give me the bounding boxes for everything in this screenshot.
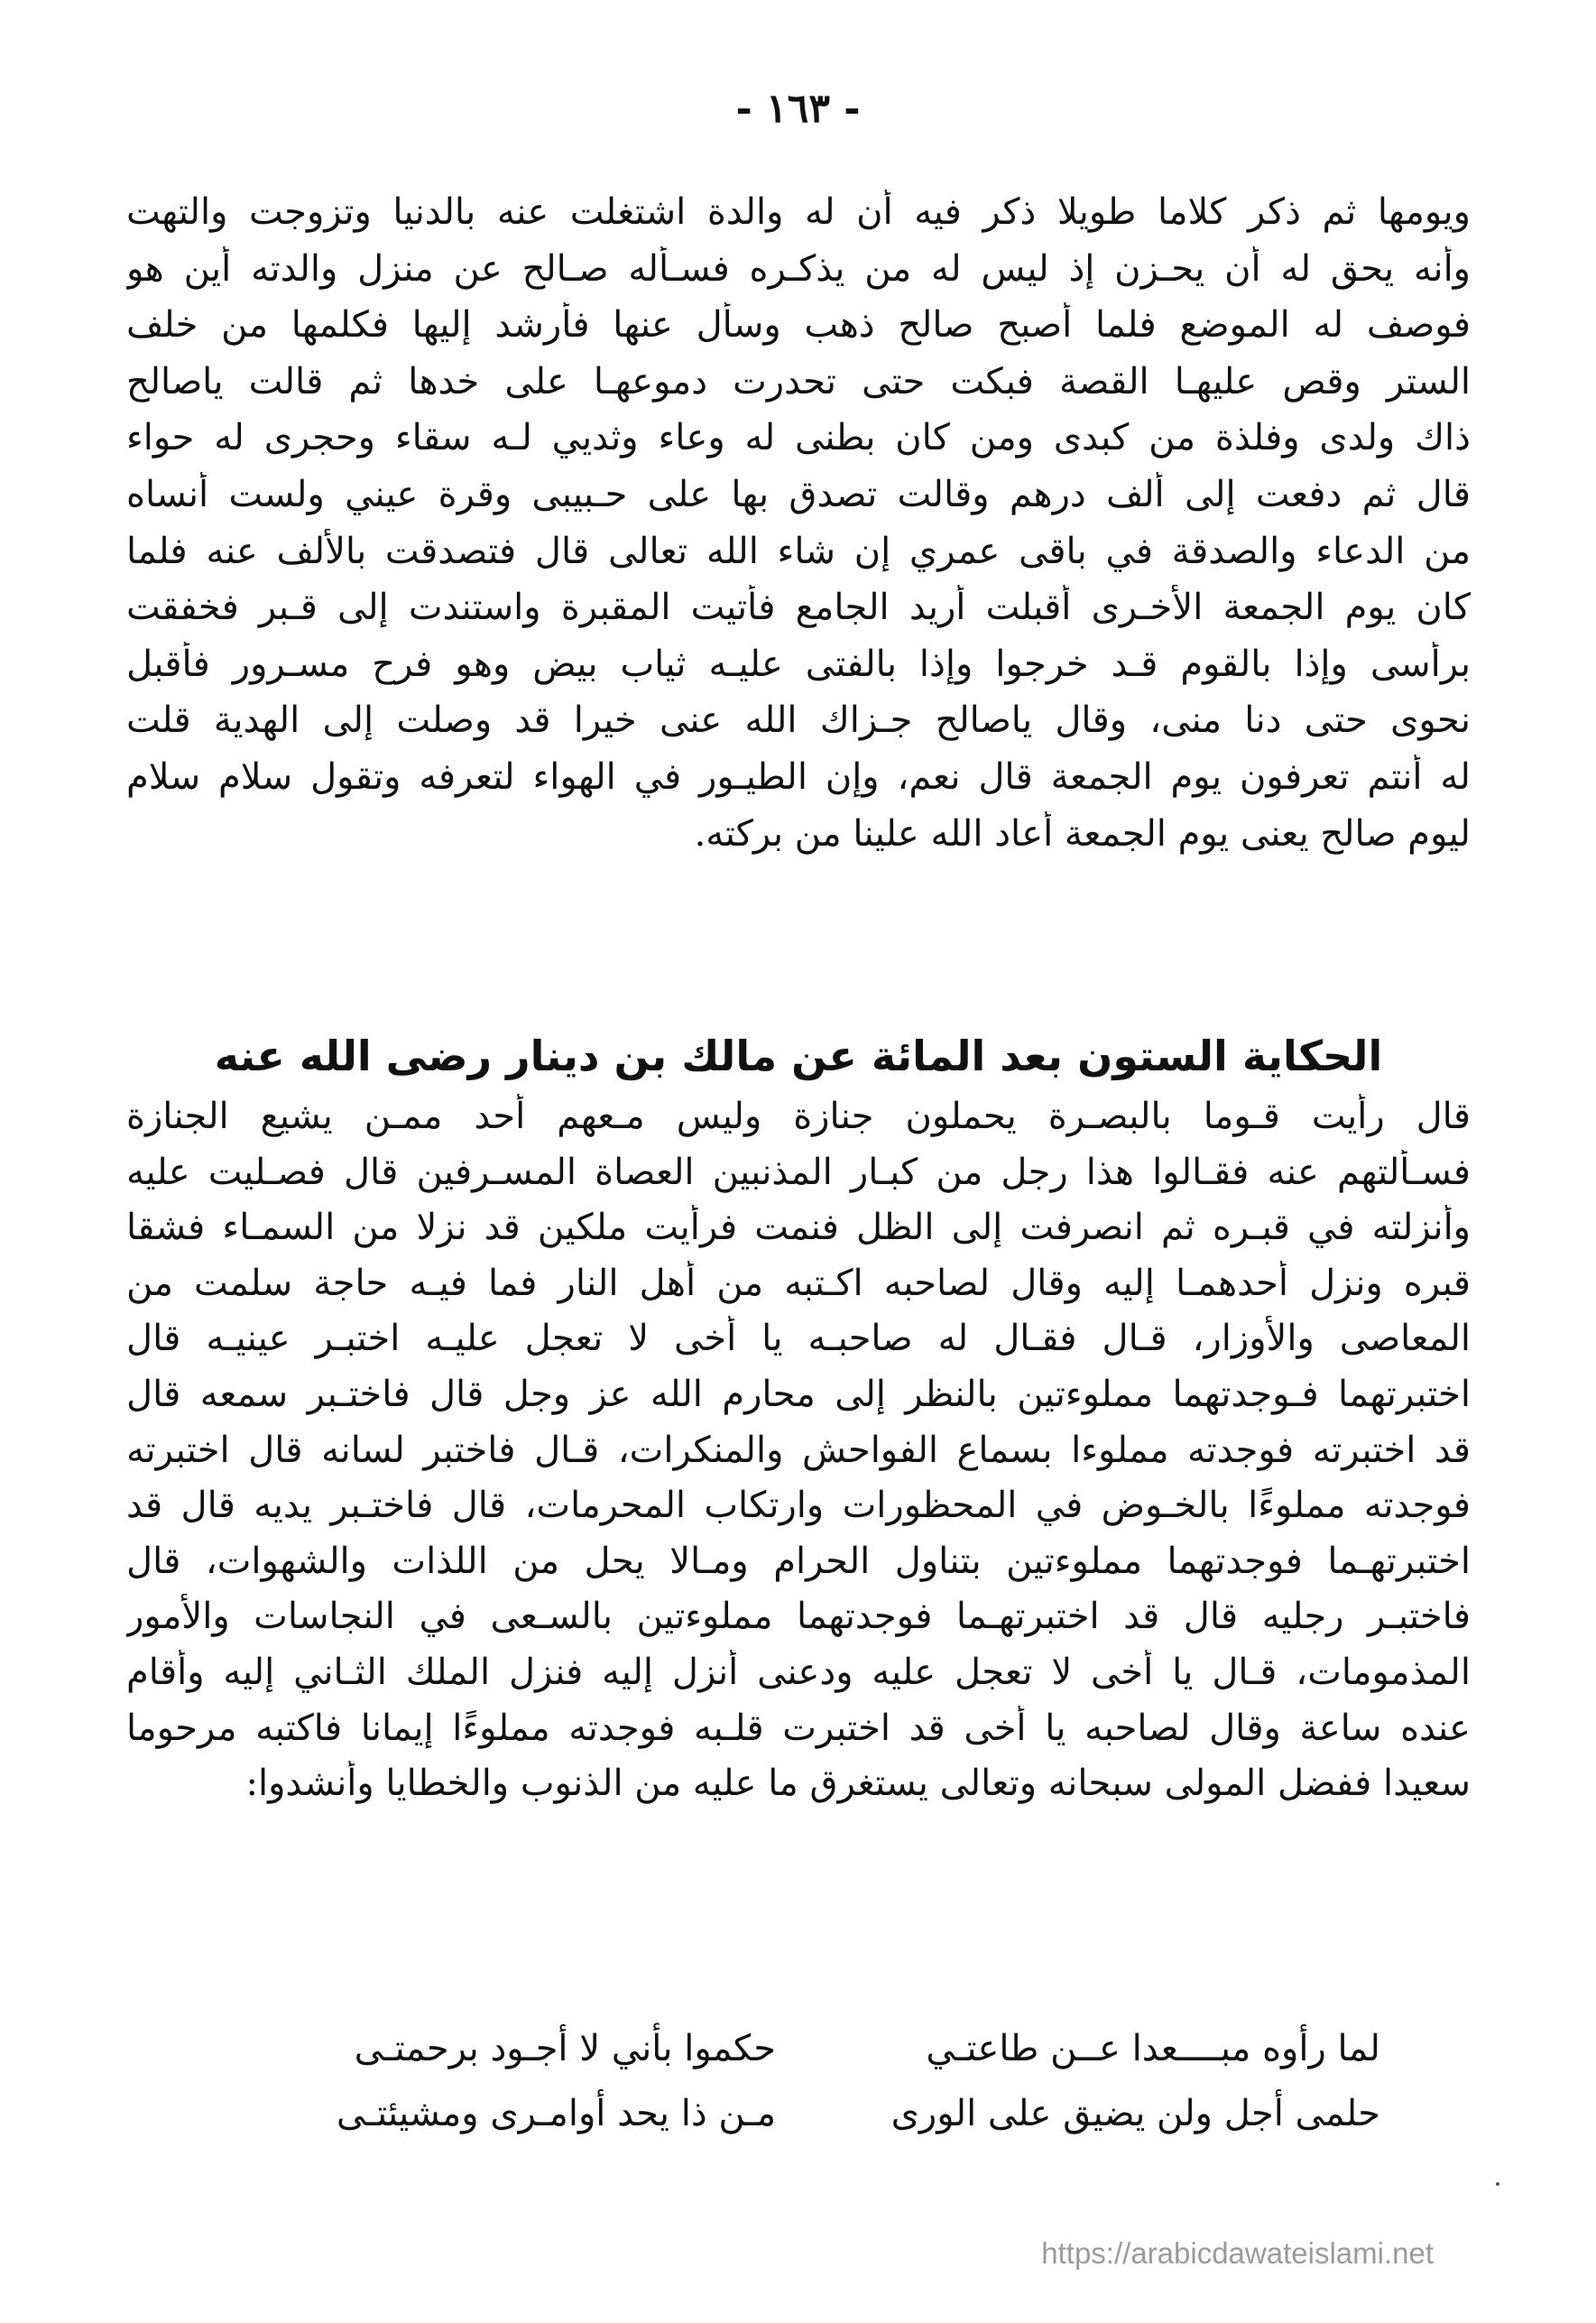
text-line: برأسى وإذا بالقوم قـد خرجوا وإذا بالفتى عليـه ثياب بيض وهو فرح مسـرور فأقبل	[126, 643, 1471, 685]
text-line: عنده ساعة وقال لصاحبه يا أخى قد اختبرت قلـبه فوجدته مملوءًا إيمانا فاكتبه مرحوما	[126, 1707, 1471, 1749]
story-heading: الحكاية الستون بعد المائة عن مالك بن دينار رضى الله عنه	[214, 1032, 1383, 1080]
text-line: اختبرتهـما فوجدتهما مملوءتين بتناول الحرام ومـالا يحل من اللذات والشهوات، قال	[126, 1540, 1471, 1582]
text-line: فوجدته مملوءًا بالخـوض في المحظورات وارتكاب المحرمات، قال فاختـبر يديه قال قد	[126, 1485, 1471, 1527]
text-line: المعاصى والأوزار، قـال فقـال له صاحبـه يا أخى لا تعجل عليـه اختبـر عينيـه قال	[126, 1318, 1471, 1360]
poem-first-hemistich: لما رأوه مبــــعدا عــن طاعتـي	[926, 2028, 1380, 2069]
text-line: قبره ونزل أحدهمـا إليه وقال لصاحبه اكـتبه من أهل النار فما فيـه حاجة سلمت من	[126, 1262, 1471, 1304]
text-line: فاختبـر رجليه قال قد اختبرتهـما فوجدتهما مملوءتين بالسـعى في النجاسات والأمور	[126, 1596, 1471, 1638]
text-line: اختبرتهما فـوجدتهما مملوءتين بالنظر إلى محارم الله عز وجل قال فاختـبر سمعه قال	[126, 1373, 1471, 1415]
poem-second-hemistich: مـن ذا يحد أوامـرى ومشيئتـى	[336, 2093, 776, 2134]
text-line: سعيدا ففضل المولى سبحانه وتعالى يستغرق ما عليه من الذنوب والخطايا وأنشدوا:	[245, 1763, 1471, 1805]
text-line: المذمومات، قـال يا أخى لا تعجل عليه ودعنى أنزل إليه فنزل الملك الثـاني إليه وأقام	[126, 1651, 1471, 1693]
story-paragraph-1	[126, 190, 1471, 867]
text-line: قال ثم دفعت إلى ألف درهم وقالت تصدق بها على حـبيبى وقرة عيني ولست أنساه	[126, 473, 1471, 515]
text-line: قد اختبرته فوجدته مملوءا بسماع الفواحش والمنكرات، قـال فاختبر لسانه قال اختبرته	[126, 1429, 1471, 1471]
watermark: https://arabicdawateislami.net	[1041, 2236, 1434, 2270]
story-paragraph-2	[126, 1094, 1471, 1817]
poem-verse	[235, 2091, 1380, 2136]
poem-first-hemistich: حلمى أجل ولن يضيق على الورى	[890, 2093, 1380, 2134]
page-number: - ١٦٣ -	[735, 86, 861, 132]
text-line: وأنزلته في قبـره ثم انصرفت إلى الظل فنمت فرأيت ملكين قد نزلا من السمـاء فشقا	[126, 1207, 1471, 1249]
text-line: فسـألتهم عنه فقـالوا هذا رجل من كبـار المذنبين العصاة المسـرفين قال فصـليت عليه	[126, 1151, 1471, 1193]
poem-second-hemistich: حكموا بأني لا أجـود برحمتـى	[354, 2028, 776, 2069]
poem	[235, 2026, 1380, 2156]
text-line: نحوى حتى دنا منى، وقال ياصالح جـزاك الله عنى خيرا قد وصلت إلى الهدية قلت	[126, 699, 1471, 742]
text-line: كان يوم الجمعة الأخـرى أقبلت أريد الجامع فأتيت المقبرة واستندت إلى قـبر فخفقت	[126, 587, 1471, 629]
text-line: ويومها ثم ذكر كلاما طويلا ذكر فيه أن له والدة اشتغلت عنه بالدنيا وتزوجت والتهت	[126, 191, 1471, 233]
margin-dot	[1496, 2182, 1499, 2186]
text-line: ذاك ولدى وفلذة من كبدى ومن كان بطنى له وعاء وثديي لـه سقاء وحجرى له حواء	[126, 417, 1471, 459]
text-line: وأنه يحق له أن يحـزن إذ ليس له من يذكـره فسـأله صـالح عن منزل والدته أين هو	[126, 247, 1471, 290]
text-line: الستر وقص عليهـا القصة فبكت حتى تحدرت دموعهـا على خدها ثم قالت ياصالح	[126, 360, 1471, 403]
text-line: من الدعاء والصدقة في باقى عمري إن شاء الله تعالى قال فتصدقت بالألف عنه فلما	[126, 530, 1471, 572]
text-line: قال رأيت قـوما بالبصـرة يحملون جنازة وليس مـعهم أحد ممـن يشيع الجنازة	[126, 1096, 1471, 1137]
text-line: ليوم صالح يعنى يوم الجمعة أعاد الله علينا من بركته.	[694, 812, 1471, 855]
poem-verse	[235, 2026, 1380, 2071]
text-line: فوصف له الموضع فلما أصبح صالح ذهب وسأل عنها فأرشد إليها فكلمها من خلف	[126, 304, 1471, 347]
text-line: له أنتم تعرفون يوم الجمعة قال نعم، وإن الطيـور في الهواء لتعرفه وتقول سلام سلام	[126, 755, 1471, 798]
